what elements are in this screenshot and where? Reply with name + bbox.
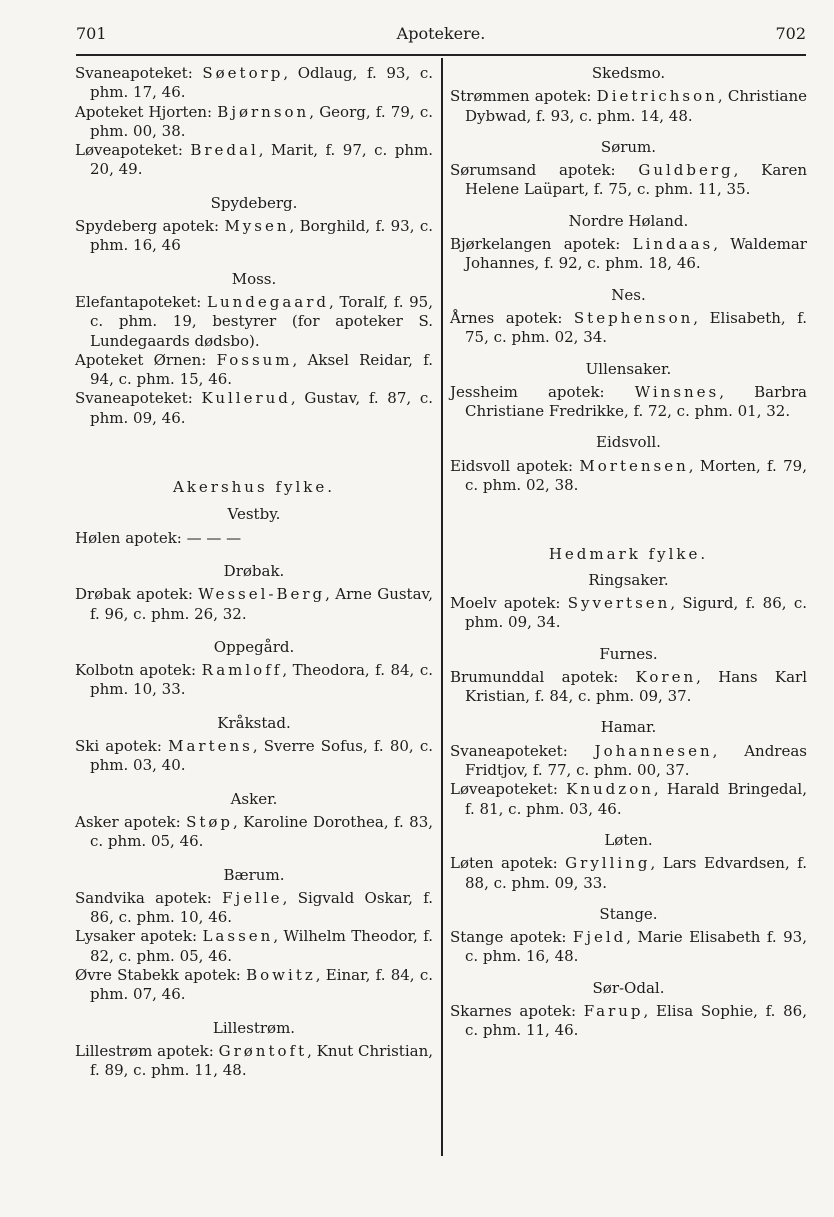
place-heading: Løten. bbox=[604, 830, 653, 849]
pharmacy-entry bbox=[75, 293, 433, 351]
pharmacy-name: Svaneapoteket: bbox=[75, 389, 202, 408]
pharmacy-name: Apoteket Hjorten: bbox=[75, 102, 218, 121]
pharmacy-entry bbox=[75, 529, 433, 548]
pharmacy-entry bbox=[75, 1042, 433, 1081]
place-heading: Furnes. bbox=[599, 644, 658, 663]
pharmacist-surname: Lundegaard bbox=[207, 292, 330, 311]
pharmacy-name: Strømmen apotek: bbox=[450, 87, 597, 106]
column-divider bbox=[441, 58, 443, 1156]
pharmacist-details: , Sverre Sofus, f. 80, c. phm. 03, 40. bbox=[90, 737, 433, 775]
place-heading: Hamar. bbox=[600, 718, 657, 737]
pharmacist-details: , Karoline Dorothea, f. 83, c. phm. 05, 46. bbox=[90, 812, 434, 851]
pharmacist-details: , Sigvald Oskar, f. 86, c. phm. 10, 46. bbox=[90, 888, 434, 927]
page-number-left: 701 bbox=[76, 24, 107, 43]
place-heading: Bærum. bbox=[223, 865, 285, 884]
pharmacy-entry bbox=[450, 780, 807, 819]
pharmacist-surname: Grylling bbox=[565, 854, 651, 873]
pharmacist-details: , Elisa Sophie, f. 86, c. phm. 11, 46. bbox=[465, 1001, 807, 1040]
pharmacy-name: Brumunddal apotek: bbox=[450, 667, 636, 686]
pharmacy-entry bbox=[75, 889, 433, 928]
pharmacy-name: Løveapoteket: bbox=[450, 780, 567, 799]
pharmacist-details: , Elisabeth, f. 75, c. phm. 02, 34. bbox=[465, 308, 807, 347]
pharmacy-entry bbox=[450, 594, 807, 633]
pharmacist-details: , Gustav, f. 87, c. phm. 09, 46. bbox=[90, 389, 433, 427]
pharmacist-details: , Karen Helene Laüpart, f. 75, c. phm. 11, 35. bbox=[465, 161, 807, 199]
pharmacy-name: Sandvika apotek: bbox=[75, 888, 223, 907]
pharmacist-details: , Theodora, f. 84, c. phm. 10, 33. bbox=[90, 661, 433, 699]
pharmacist-surname: Johannesen bbox=[594, 741, 713, 760]
place-heading: Sør-Odal. bbox=[592, 978, 665, 997]
pharmacy-name: Apoteket Ørnen: bbox=[75, 350, 217, 369]
pharmacy-entry bbox=[75, 813, 433, 852]
place-heading: Vestby. bbox=[227, 505, 281, 524]
pharmacist-details: , Lars Edvardsen, f. 88, c. phm. 09, 33. bbox=[465, 854, 808, 892]
pharmacy-entry bbox=[450, 383, 807, 422]
pharmacy-entry bbox=[75, 351, 433, 390]
pharmacy-entry bbox=[450, 309, 807, 348]
pharmacist-details: , Wilhelm Theodor, f. 82, c. phm. 05, 46. bbox=[90, 927, 433, 965]
place-heading: Oppegård. bbox=[213, 637, 295, 656]
pharmacist-surname: Søetorp bbox=[202, 64, 284, 82]
pharmacy-entry bbox=[450, 854, 807, 893]
place-heading: Ullensaker. bbox=[585, 359, 672, 378]
pharmacist-surname: Fjelle bbox=[222, 888, 283, 907]
pharmacist-surname: Wessel-Berg bbox=[198, 585, 326, 604]
pharmacy-name: Asker apotek: bbox=[75, 812, 187, 831]
pharmacist-details: , Toralf, f. 95, c. phm. 19, bestyrer (for apoteker S. Lundegaards dødsbo). bbox=[90, 292, 433, 350]
left-column bbox=[75, 64, 433, 1080]
pharmacy-entry bbox=[75, 661, 433, 700]
pharmacy-entry bbox=[450, 87, 807, 126]
pharmacist-details: , Marit, f. 97, c. phm. 20, 49. bbox=[90, 141, 433, 179]
pharmacist-details: , Marie Elisabeth f. 93, c. phm. 16, 48. bbox=[465, 928, 807, 966]
pharmacist-surname: Fjeld bbox=[572, 928, 627, 947]
pharmacist-details: , Odlaug, f. 93, c. phm. 17, 46. bbox=[90, 64, 433, 102]
pharmacy-entry bbox=[75, 585, 433, 624]
pharmacist-details: , Waldemar Johannes, f. 92, c. phm. 18, 46. bbox=[465, 235, 807, 273]
running-title: Apotekere. bbox=[396, 24, 486, 43]
pharmacy-name: Stange apotek: bbox=[450, 928, 573, 947]
pharmacist-details: , Sigurd, f. 86, c. phm. 09, 34. bbox=[465, 593, 807, 632]
place-heading: Skedsmo. bbox=[591, 64, 666, 82]
place-heading: Lillestrøm. bbox=[212, 1018, 296, 1037]
page-header bbox=[76, 24, 806, 48]
pharmacist-surname: Lindaas bbox=[632, 235, 714, 254]
pharmacy-name: Spydeberg apotek: bbox=[75, 217, 225, 236]
pharmacist-surname: Koren bbox=[635, 667, 697, 686]
place-heading: Spydeberg. bbox=[210, 193, 298, 212]
pharmacy-name: Lysaker apotek: bbox=[75, 927, 203, 946]
pharmacy-name: Skarnes apotek: bbox=[450, 1001, 584, 1020]
pharmacy-name: Løveapoteket: bbox=[75, 141, 191, 160]
place-heading: Moss. bbox=[231, 269, 277, 288]
pharmacy-name: Bjørkelangen apotek: bbox=[450, 235, 633, 254]
pharmacy-entry bbox=[75, 141, 433, 180]
pharmacy-entry bbox=[75, 103, 433, 142]
pharmacy-entry bbox=[75, 966, 433, 1005]
pharmacist-surname: Martens bbox=[168, 737, 253, 756]
county-heading: Akershus fylke. bbox=[172, 478, 335, 497]
pharmacy-name: Kolbotn apotek: bbox=[75, 661, 202, 680]
pharmacist-details: , Borghild, f. 93, c. phm. 16, 46 bbox=[90, 217, 433, 255]
pharmacist-surname: Winsnes bbox=[634, 382, 720, 401]
pharmacy-name: Moelv apotek: bbox=[450, 593, 568, 612]
pharmacist-surname: Bjørnson bbox=[217, 102, 310, 121]
pharmacist-details: , Andreas Fridtjov, f. 77, c. phm. 00, 37. bbox=[465, 741, 807, 780]
pharmacist-surname: Farup bbox=[583, 1001, 644, 1020]
pharmacy-name: Sørumsand apotek: bbox=[450, 161, 639, 180]
place-heading: Stange. bbox=[599, 904, 658, 923]
place-heading: Drøbak. bbox=[223, 561, 285, 580]
pharmacy-entry bbox=[75, 217, 433, 256]
pharmacy-entry bbox=[450, 457, 807, 496]
header-rule bbox=[76, 54, 806, 56]
pharmacy-entry bbox=[75, 737, 433, 776]
place-heading: Kråkstad. bbox=[217, 713, 291, 732]
pharmacy-entry bbox=[450, 742, 807, 781]
county-heading: Hedmark fylke. bbox=[548, 545, 709, 564]
pharmacist-surname: Guldberg bbox=[638, 161, 734, 180]
pharmacist-surname: Mysen bbox=[224, 217, 290, 236]
pharmacist-surname: Stephenson bbox=[573, 308, 694, 327]
pharmacist-surname: Bredal bbox=[190, 141, 259, 160]
pharmacist-details: , Barbra Christiane Fredrikke, f. 72, c. phm. 01, 32. bbox=[465, 382, 807, 421]
pharmacist-details: , Aksel Reidar, f. 94, c. phm. 15, 46. bbox=[90, 350, 433, 389]
place-heading: Ringsaker. bbox=[588, 570, 669, 589]
place-heading: Nordre Høland. bbox=[568, 211, 689, 230]
pharmacist-details: — — — bbox=[186, 528, 242, 547]
pharmacy-name: Løten apotek: bbox=[450, 854, 566, 873]
pharmacy-entry bbox=[450, 235, 807, 274]
pharmacy-entry bbox=[450, 928, 807, 967]
pharmacy-name: Øvre Stabekk apotek: bbox=[75, 965, 247, 984]
pharmacy-name: Svaneapoteket: bbox=[450, 741, 595, 760]
pharmacist-surname: Fossum bbox=[216, 350, 293, 369]
pharmacist-details: , Arne Gustav, f. 96, c. phm. 26, 32. bbox=[90, 585, 433, 623]
place-heading: Eidsvoll. bbox=[596, 433, 661, 452]
pharmacist-details: , Knut Christian, f. 89, c. phm. 11, 48. bbox=[90, 1041, 434, 1080]
pharmacy-name: Ski apotek: bbox=[75, 737, 169, 756]
pharmacist-surname: Lassen bbox=[202, 927, 274, 946]
place-heading: Sørum. bbox=[600, 137, 657, 156]
pharmacist-surname: Støp bbox=[186, 812, 234, 831]
right-column bbox=[450, 64, 807, 1041]
pharmacist-surname: Syvertsen bbox=[567, 593, 671, 612]
pharmacy-entry bbox=[450, 161, 807, 200]
pharmacist-surname: Bowitz bbox=[246, 965, 316, 984]
pharmacist-surname: Kullerud bbox=[201, 389, 291, 408]
pharmacist-surname: Ramloff bbox=[201, 661, 283, 680]
pharmacy-entry bbox=[75, 927, 433, 966]
pharmacy-entry bbox=[450, 1002, 807, 1041]
pharmacist-surname: Knudzon bbox=[566, 780, 654, 799]
pharmacist-details: , Christiane Dybwad, f. 93, c. phm. 14, 48. bbox=[465, 87, 807, 125]
pharmacy-name: Hølen apotek: bbox=[75, 528, 187, 547]
page-number-right: 702 bbox=[775, 24, 806, 43]
pharmacist-details: , Hans Karl Kristian, f. 84, c. phm. 09, 37. bbox=[465, 667, 807, 706]
place-heading: Nes. bbox=[611, 285, 646, 304]
pharmacy-entry bbox=[75, 389, 433, 428]
pharmacy-entry bbox=[450, 668, 807, 707]
pharmacy-name: Elefantapoteket: bbox=[75, 292, 207, 311]
pharmacist-details: , Morten, f. 79, c. phm. 02, 38. bbox=[465, 456, 807, 495]
pharmacy-name: Eidsvoll apotek: bbox=[450, 456, 580, 475]
pharmacy-name: Svaneapoteket: bbox=[75, 64, 203, 82]
pharmacist-surname: Mortensen bbox=[579, 456, 689, 475]
pharmacist-details: , Harald Bringedal, f. 81, c. phm. 03, 46. bbox=[465, 780, 807, 818]
pharmacy-name: Lillestrøm apotek: bbox=[75, 1041, 219, 1060]
pharmacist-surname: Grøntoft bbox=[218, 1041, 308, 1060]
pharmacy-name: Drøbak apotek: bbox=[75, 585, 199, 604]
place-heading: Asker. bbox=[230, 789, 278, 808]
pharmacy-entry bbox=[75, 64, 433, 103]
pharmacist-surname: Dietrichson bbox=[596, 87, 718, 106]
pharmacy-name: Årnes apotek: bbox=[450, 308, 574, 327]
pharmacist-details: , Georg, f. 79, c. phm. 00, 38. bbox=[90, 102, 433, 140]
pharmacy-name: Jessheim apotek: bbox=[450, 382, 635, 401]
pharmacist-details: , Einar, f. 84, c. phm. 07, 46. bbox=[90, 965, 433, 1004]
